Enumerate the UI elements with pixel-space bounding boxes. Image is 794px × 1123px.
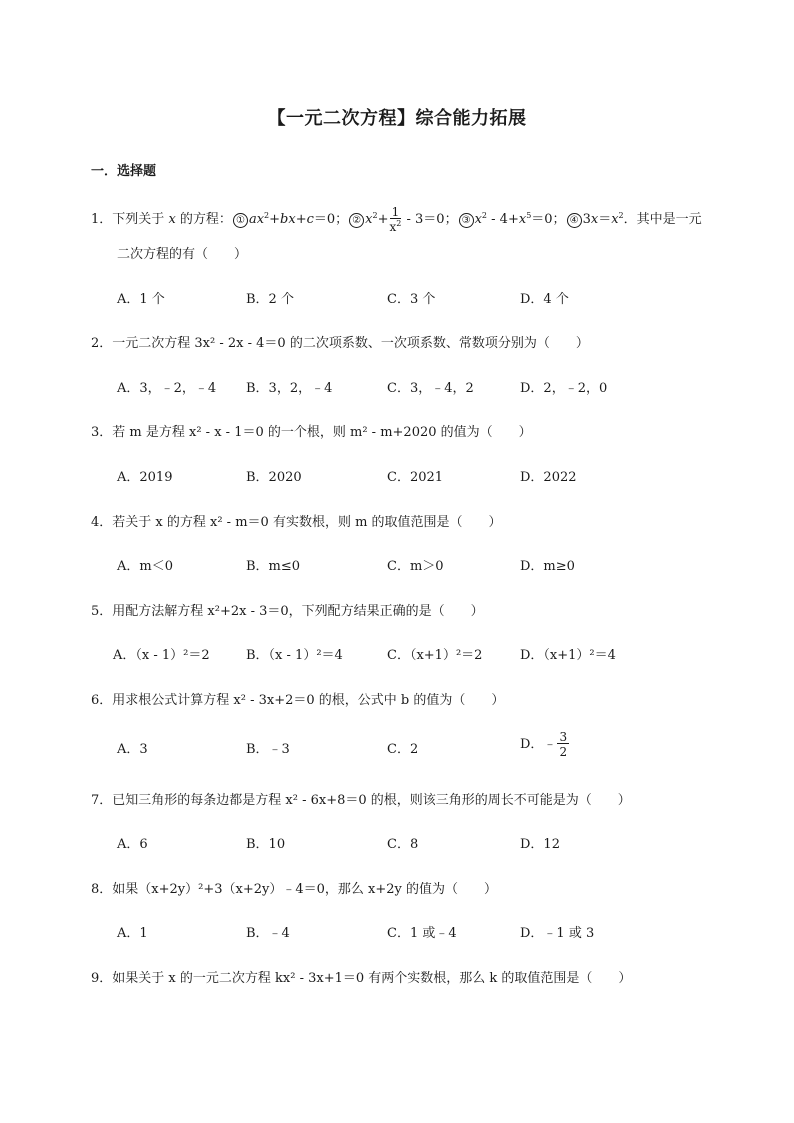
question-3 [91, 421, 532, 440]
option-d[interactable]: D．4 个 [520, 292, 569, 307]
circled-number: ② [349, 213, 364, 228]
question-text: 已知三角形的每条边都是方程 x² - 6x+8＝0 的根，则该三角形的周长不可能是为（ ） [112, 793, 631, 808]
question-6 [91, 689, 504, 708]
option-b[interactable]: B．3，2，﹣4 [246, 381, 333, 396]
option-d[interactable]: D．12 [520, 837, 560, 852]
question-text: 用求根公式计算方程 x² - 3x+2＝0 的根，公式中 b 的值为（ ） [112, 693, 505, 708]
circled-number: ③ [459, 213, 474, 228]
question-1-line-2: 二次方程的有（ ） [117, 247, 248, 262]
option-b[interactable]: B．﹣3 [246, 742, 290, 757]
question-number: 6． [91, 693, 113, 708]
question-text: 的方程： [179, 212, 232, 227]
question-number: 7． [91, 793, 113, 808]
var-x: x [168, 212, 176, 227]
option-c[interactable]: C．m＞0 [387, 559, 444, 574]
option-d[interactable]: D．m≥0 [520, 559, 575, 574]
question-text: 一元二次方程 3x² - 2x - 4＝0 的二次项系数、一次项系数、常数项分别为（ ） [112, 336, 589, 351]
option-b[interactable]: B．2020 [246, 470, 302, 485]
option-d[interactable]: D．2，﹣2，0 [520, 381, 608, 396]
option-c[interactable]: C．8 [387, 837, 419, 852]
option-a[interactable]: A．1 [117, 926, 148, 941]
option-d[interactable]: D．﹣ $\frac{3}{2}$ [520, 730, 568, 759]
question-text: 下列关于 [112, 212, 165, 227]
fraction-denominator: $x^2$ [389, 219, 402, 234]
question-number: 5． [91, 604, 113, 619]
question-4 [91, 511, 502, 530]
fraction-numerator: 3 [559, 730, 568, 744]
question-text: 如果关于 x 的一元二次方程 kx² - 3x+1＝0 有两个实数根，那么 k 的取值范围是（ ） [112, 971, 632, 986]
option-b[interactable]: B．10 [246, 837, 286, 852]
option-a[interactable]: A．m＜0 [117, 559, 173, 574]
circled-number: ④ [567, 213, 582, 228]
question-2 [91, 332, 589, 351]
option-a[interactable]: A．6 [117, 837, 148, 852]
question-number: 3． [91, 425, 113, 440]
option-d[interactable]: D．2022 [520, 470, 577, 485]
fraction-denominator-text: x [389, 220, 397, 234]
question-text: 若 m 是方程 x² - x - 1＝0 的一个根，则 m² - m+2020 的值为（ ） [112, 425, 532, 440]
question-text: ．其中是一元 [623, 212, 702, 227]
question-text: 若关于 x 的方程 x² - m＝0 有实数根，则 m 的取值范围是（ ） [112, 515, 502, 530]
fraction-numerator: 1 [390, 206, 402, 219]
option-b[interactable]: B．m≤0 [246, 559, 301, 574]
option-a[interactable]: A．2019 [117, 470, 173, 485]
fraction-denominator: 2 [559, 745, 568, 759]
section-heading: 一．选择题 [91, 164, 157, 179]
option-d[interactable]: D．﹣1 或 3 [520, 926, 595, 941]
option-c[interactable]: C．3，﹣4，2 [387, 381, 474, 396]
fraction [390, 206, 402, 233]
question-number: 1． [91, 212, 113, 227]
option-b[interactable]: B．﹣4 [246, 926, 290, 941]
option-a[interactable]: A．（x - 1）²＝2 [113, 648, 210, 663]
question-1: 1．下列关于 x 的方程： ① $ax^2+bx+c=0$； ② $x^2+$ $\frac{1}{x^2}$ - 3＝0； ③ $x^2 - 4+x^5=0$； ④ $3x=x^2$．其中是一元 [91, 205, 702, 234]
option-c[interactable]: C．（x+1）²＝2 [387, 648, 483, 663]
question-number: 2． [91, 336, 113, 351]
option-a[interactable]: A．1 个 [117, 292, 165, 307]
option-c[interactable]: C．1 或﹣4 [387, 926, 457, 941]
circled-number: ① [233, 213, 248, 228]
option-b[interactable]: B．（x - 1）²＝4 [246, 648, 343, 663]
question-9 [91, 967, 631, 986]
option-c[interactable]: C．3 个 [387, 292, 436, 307]
option-label: D． [520, 737, 544, 752]
option-d[interactable]: D．（x+1）²＝4 [520, 648, 616, 663]
option-a[interactable]: A．3，﹣2，﹣4 [117, 381, 217, 396]
option-c[interactable]: C．2 [387, 742, 419, 757]
question-5 [91, 600, 484, 619]
option-b[interactable]: B．2 个 [246, 292, 294, 307]
option-c[interactable]: C．2021 [387, 470, 444, 485]
question-number: 9． [91, 971, 113, 986]
question-number: 4． [91, 515, 113, 530]
question-text: 如果（x+2y）²+3（x+2y）﹣4＝0，那么 x+2y 的值为（ ） [112, 882, 497, 897]
question-8 [91, 878, 497, 897]
page-title: 【一元二次方程】综合能力拓展 [267, 108, 527, 129]
question-number: 8． [91, 882, 113, 897]
fraction [557, 731, 569, 758]
question-text: 用配方法解方程 x²+2x - 3＝0，下列配方结果正确的是（ ） [112, 604, 484, 619]
option-a[interactable]: A．3 [117, 742, 148, 757]
question-7 [91, 789, 631, 808]
